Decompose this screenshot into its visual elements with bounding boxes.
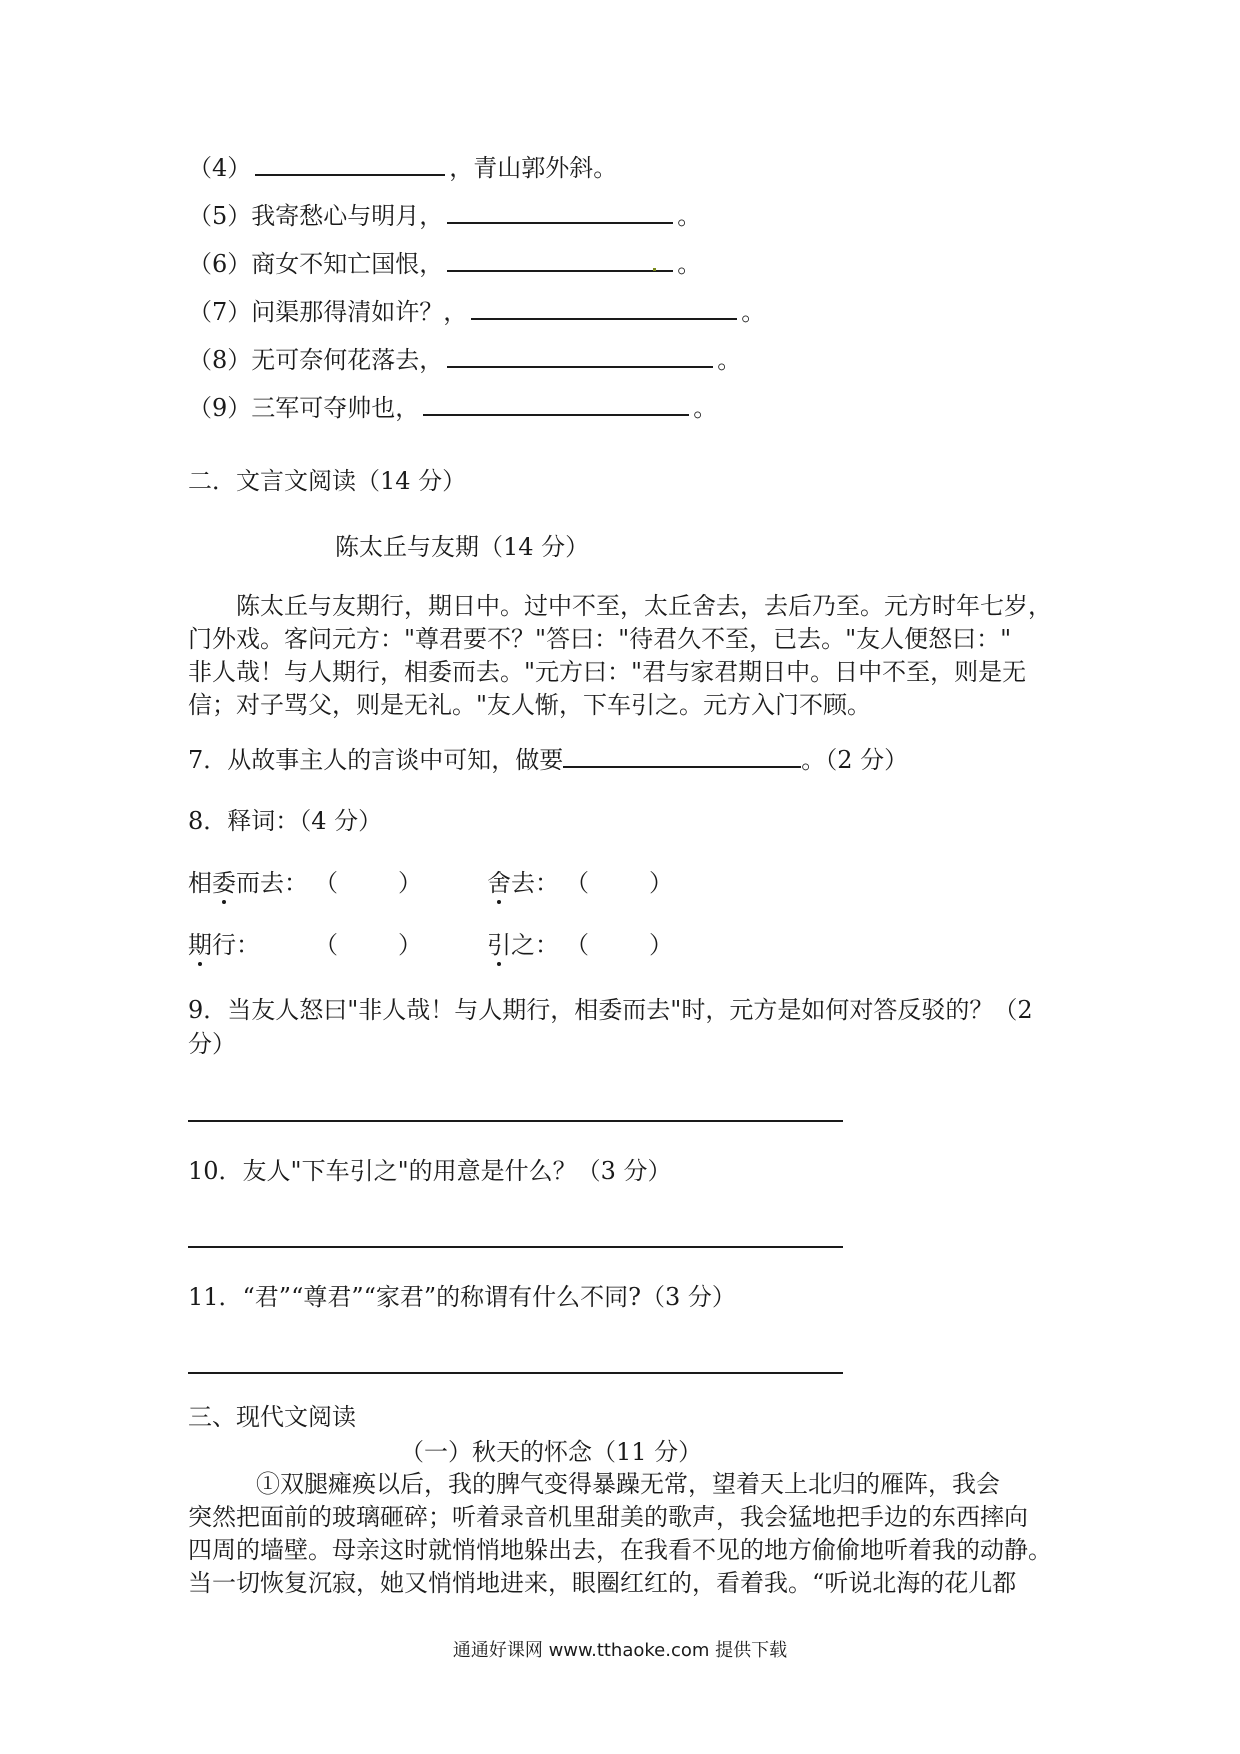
question-10: 10．友人"下车引之"的用意是什么？（3 分） (188, 1157, 672, 1185)
poem-text: 问渠那得清如许？， (251, 298, 468, 326)
vocab-text: 相 (188, 869, 212, 897)
poem-line-8 (188, 342, 741, 377)
vocab-item-1 (188, 866, 422, 900)
poem-text: 三军可夺帅也， (251, 394, 420, 422)
paren-left: （ (314, 869, 338, 897)
answer-line[interactable] (188, 1372, 843, 1374)
answer-blank[interactable] (447, 198, 673, 224)
passage-line: 门外戏。客问元方："尊君要不？"答曰："待君久不至，已去。"友人便怒曰：" (188, 625, 1012, 653)
question-9-cont: 分） (188, 1030, 236, 1058)
poem-line-4 (188, 150, 617, 185)
poem-number: （8） (188, 346, 252, 374)
emphasis-dot: 委 (212, 866, 236, 900)
poem-text: 。 (693, 394, 718, 422)
answer-line[interactable] (188, 1120, 843, 1122)
paren-left: （ (565, 931, 589, 959)
poem-number: （5） (188, 202, 252, 230)
poem-text: 商女不知亡国恨， (251, 250, 444, 278)
poem-number: （7） (188, 298, 252, 326)
section-heading: 三、现代文阅读 (188, 1403, 356, 1431)
answer-blank[interactable] (447, 246, 673, 272)
poem-line-6 (188, 246, 701, 281)
poem-line-5 (188, 198, 701, 233)
poem-line-9 (188, 390, 717, 425)
passage-title: 陈太丘与友期（14 分） (335, 533, 590, 561)
poem-text: 我寄愁心与明月， (251, 202, 444, 230)
modern-passage (188, 1468, 1058, 1600)
poem-text: 无可奈何花落去， (251, 346, 444, 374)
passage-line: 陈太丘与友期行，期日中。过中不至，太丘舍去，去后乃至。元方时年七岁， (236, 592, 1052, 620)
vocab-item-4 (487, 928, 673, 962)
question-text: 7．从故事主人的言谈中可知，做要 (188, 746, 564, 774)
passage-line: 非人哉！与人期行，相委而去。"元方曰："君与家君期日中。日中不至，则是无 (188, 658, 1027, 686)
passage-line: 当一切恢复沉寂，她又悄悄地进来，眼圈红红的，看着我。“听说北海的花儿都 (188, 1569, 1017, 1597)
question-text: 。（2 分） (801, 746, 909, 774)
paren-right: ） (398, 931, 422, 959)
vocab-text: 去： (511, 869, 559, 897)
question-7 (188, 742, 908, 777)
page-footer: 通通好课网 www.tthaoke.com 提供下载 (452, 1640, 788, 1661)
question-8: 8．释词：（4 分） (188, 807, 383, 835)
passage-line: 突然把面前的玻璃砸碎；听着录音机里甜美的歌声，我会猛地把手边的东西摔向 (188, 1503, 1028, 1531)
poem-text: 。 (677, 202, 702, 230)
question-11: 11．“君”“尊君”“家君”的称谓有什么不同?（3 分） (188, 1283, 736, 1311)
question-9: 9．当友人怒曰"非人哉！与人期行，相委而去"时，元方是如何对答反驳的？（2 (188, 996, 1033, 1024)
section-heading: 二．文言文阅读（14 分） (188, 467, 467, 495)
answer-blank[interactable] (423, 390, 689, 416)
paren-left: （ (314, 931, 338, 959)
vocab-item-2 (487, 866, 673, 900)
emphasis-dot: 期 (188, 928, 212, 962)
paren-right: ） (649, 869, 673, 897)
paren-right: ） (649, 931, 673, 959)
poem-number: （4） (188, 154, 252, 182)
passage-line: ①双腿瘫痪以后，我的脾气变得暴躁无常，望着天上北归的雁阵，我会 (256, 1470, 1000, 1498)
vocab-text: 行： (212, 931, 260, 959)
vocab-text: 而去： (236, 869, 308, 897)
poem-number: （6） (188, 250, 252, 278)
vocab-text: 之： (511, 931, 559, 959)
vocab-item-3 (188, 928, 422, 962)
paren-right: ） (398, 869, 422, 897)
poem-text: 。 (741, 298, 766, 326)
paren-left: （ (565, 869, 589, 897)
poem-line-7 (188, 294, 765, 329)
emphasis-dot: 舍 (487, 866, 511, 900)
passage-line: 四周的墙壁。母亲这时就悄悄地躲出去，在我看不见的地方偷偷地听着我的动静。 (188, 1536, 1052, 1564)
passage-line: 信；对子骂父，则是无礼。"友人惭，下车引之。元方入门不顾。 (188, 691, 872, 719)
stray-mark (653, 268, 656, 271)
answer-blank[interactable] (471, 294, 737, 320)
answer-line[interactable] (188, 1246, 843, 1248)
poem-text: 。 (677, 250, 702, 278)
poem-number: （9） (188, 394, 252, 422)
answer-blank[interactable] (447, 342, 713, 368)
poem-text: ，青山郭外斜。 (449, 154, 618, 182)
passage-title: （一）秋天的怀念（11 分） (400, 1438, 703, 1466)
classical-passage (188, 590, 1058, 722)
answer-blank[interactable] (255, 150, 445, 176)
emphasis-dot: 引 (487, 928, 511, 962)
poem-text: 。 (717, 346, 742, 374)
answer-blank[interactable] (563, 742, 801, 768)
